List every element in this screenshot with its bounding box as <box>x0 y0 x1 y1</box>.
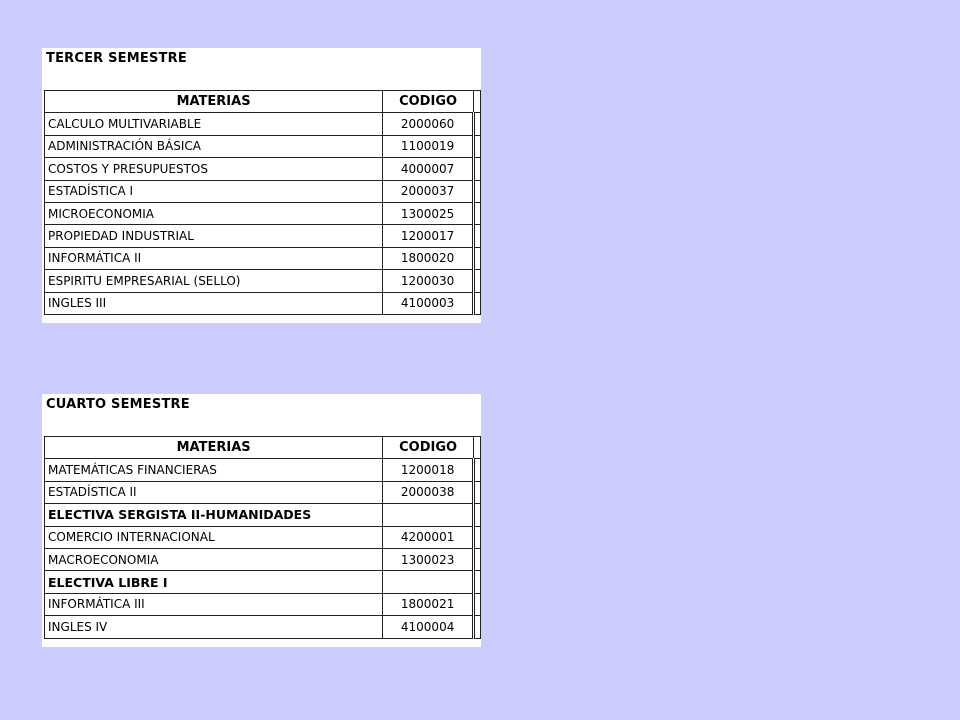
table-gutter <box>473 504 480 526</box>
materia-code: 2000060 <box>383 113 474 135</box>
table-gutter <box>473 270 480 292</box>
table-row <box>45 158 481 180</box>
materia-code: 1800021 <box>383 593 474 615</box>
table-row <box>45 270 481 292</box>
table-row <box>45 135 481 157</box>
materia-name: INFORMÁTICA III <box>45 593 383 615</box>
codigo-header: CODIGO <box>383 91 474 113</box>
table-row <box>45 247 481 269</box>
table-gutter <box>473 113 480 135</box>
table-gutter <box>473 180 480 202</box>
table-header-row <box>45 437 481 459</box>
table-row <box>45 481 481 503</box>
table-gutter <box>473 202 480 224</box>
materia-code: 1800020 <box>383 247 474 269</box>
materia-code: 1200018 <box>383 459 474 481</box>
materia-code: 4200001 <box>383 526 474 548</box>
materia-name: INFORMÁTICA II <box>45 247 383 269</box>
materia-code <box>383 504 474 526</box>
cuarto-semestre-title: CUARTO SEMESTRE <box>46 397 190 412</box>
materia-name: INGLES III <box>45 292 383 314</box>
table-header-row <box>45 91 481 113</box>
materia-name: ESTADÍSTICA II <box>45 481 383 503</box>
materia-name: COMERCIO INTERNACIONAL <box>45 526 383 548</box>
materia-name: COSTOS Y PRESUPUESTOS <box>45 158 383 180</box>
materia-name: PROPIEDAD INDUSTRIAL <box>45 225 383 247</box>
table-row <box>45 113 481 135</box>
table-row <box>45 225 481 247</box>
materia-code: 1200017 <box>383 225 474 247</box>
table-row <box>45 616 481 638</box>
table-gutter <box>473 593 480 615</box>
materia-code: 2000037 <box>383 180 474 202</box>
tercer-semestre-table <box>44 90 481 315</box>
table-row <box>45 593 481 615</box>
codigo-header: CODIGO <box>383 437 474 459</box>
materia-code: 1300025 <box>383 202 474 224</box>
materia-name: ADMINISTRACIÓN BÁSICA <box>45 135 383 157</box>
table-gutter <box>473 616 480 638</box>
table-gutter <box>473 571 480 593</box>
table-row <box>45 548 481 570</box>
table-gutter <box>473 292 480 314</box>
table-gutter <box>473 437 480 459</box>
materia-code: 2000038 <box>383 481 474 503</box>
table-row <box>45 459 481 481</box>
table-gutter <box>473 459 480 481</box>
table-gutter <box>473 135 480 157</box>
table-gutter <box>473 158 480 180</box>
table-row <box>45 526 481 548</box>
section-row <box>45 504 481 526</box>
materia-code <box>383 571 474 593</box>
tercer-semestre-panel <box>42 48 481 323</box>
cuarto-semestre-panel <box>42 394 481 647</box>
materia-code: 4100003 <box>383 292 474 314</box>
cuarto-semestre-table <box>44 436 481 639</box>
table-gutter <box>473 548 480 570</box>
section-label: ELECTIVA LIBRE I <box>45 571 383 593</box>
materias-header: MATERIAS <box>45 437 383 459</box>
materia-name: CALCULO MULTIVARIABLE <box>45 113 383 135</box>
table-gutter <box>473 481 480 503</box>
table-gutter <box>473 225 480 247</box>
section-row <box>45 571 481 593</box>
section-label: ELECTIVA SERGISTA II-HUMANIDADES <box>45 504 383 526</box>
table-gutter <box>473 91 480 113</box>
materia-name: MACROECONOMIA <box>45 548 383 570</box>
materia-name: MATEMÁTICAS FINANCIERAS <box>45 459 383 481</box>
materia-name: MICROECONOMIA <box>45 202 383 224</box>
tercer-semestre-title: TERCER SEMESTRE <box>46 51 187 66</box>
table-row <box>45 180 481 202</box>
materias-header: MATERIAS <box>45 91 383 113</box>
materia-name: INGLES IV <box>45 616 383 638</box>
materia-code: 1300023 <box>383 548 474 570</box>
materia-code: 1100019 <box>383 135 474 157</box>
table-row <box>45 202 481 224</box>
materia-code: 4100004 <box>383 616 474 638</box>
materia-code: 4000007 <box>383 158 474 180</box>
materia-name: ESTADÍSTICA I <box>45 180 383 202</box>
table-row <box>45 292 481 314</box>
materia-code: 1200030 <box>383 270 474 292</box>
table-gutter <box>473 247 480 269</box>
materia-name: ESPIRITU EMPRESARIAL (SELLO) <box>45 270 383 292</box>
table-gutter <box>473 526 480 548</box>
